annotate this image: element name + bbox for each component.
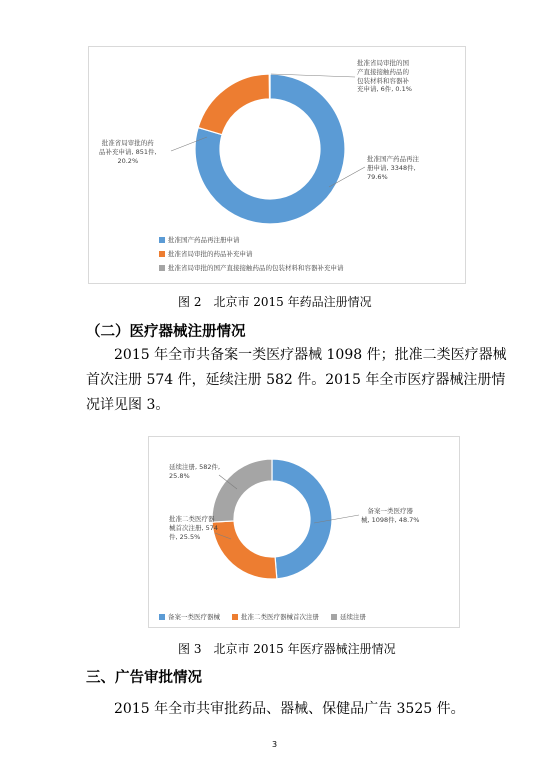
fig3-label-line: 备案一类医疗器: [367, 507, 413, 515]
legend-item: [159, 261, 344, 275]
legend-label: 批准二类医疗器械首次注册: [241, 613, 319, 621]
paragraph-line: 况详见图 3。: [86, 397, 170, 413]
fig2-label-line: 品补充申请, 851件,: [99, 147, 157, 156]
fig2-label-line: 批准省局审批的国: [357, 59, 409, 67]
figure-2-caption: 图 2 北京市 2015 年药品注册情况: [178, 295, 372, 309]
legend-item: [159, 612, 220, 621]
legend-label: 批准国产药品再注册申请: [168, 236, 240, 244]
fig3-label-line: 延续注册, 582件,: [169, 463, 221, 471]
fig2-slice-2: [198, 74, 269, 135]
page-number: 3: [272, 740, 278, 749]
figure-3-chart: [148, 436, 460, 628]
legend-label: 备案一类医疗器械: [168, 613, 220, 621]
paragraph-line: 首次注册 574 件，延续注册 582 件。2015 年全市医疗器械注册情: [86, 372, 506, 388]
legend-swatch: [159, 251, 165, 257]
legend-item: [232, 612, 319, 621]
fig2-label-supplement: [99, 139, 157, 165]
figure-2-chart: [88, 46, 466, 284]
fig3-label-class1: [361, 507, 419, 525]
legend-swatch: [159, 614, 165, 620]
fig2-label-line: 册申请, 3348件,: [367, 163, 416, 172]
fig3-label-line: 械首次注册, 574: [169, 523, 219, 532]
section-heading: 三、广告审批情况: [86, 670, 202, 686]
fig2-legend: [159, 233, 344, 275]
fig2-label-line: 充申请, 6件, 0.1%: [357, 85, 412, 94]
fig3-label-class2-first: [169, 515, 218, 541]
fig2-label-renewal: [367, 155, 419, 181]
legend-swatch: [331, 614, 337, 620]
legend-swatch: [159, 265, 165, 271]
section-heading: （二）医疗器械注册情况: [86, 324, 246, 340]
legend-item: [159, 247, 344, 261]
fig3-slice-1: [272, 459, 332, 579]
fig3-label-line: 械, 1098件, 48.7%: [361, 515, 420, 524]
fig3-label-line: 件, 25.5%: [169, 532, 201, 541]
legend-item: [159, 233, 344, 247]
fig2-label-line: 批准省局审批的药: [101, 139, 154, 147]
legend-swatch: [159, 237, 165, 243]
legend-item: [331, 612, 366, 621]
fig3-slice-3: [212, 459, 272, 522]
fig2-label-line: 产直接接触药品的: [357, 67, 409, 76]
fig3-label-renewal: [169, 463, 220, 481]
fig2-label-line: 批准国产药品再注: [367, 155, 419, 163]
fig3-label-line: 批准二类医疗器: [169, 515, 215, 523]
legend-label: 批准省局审批的国产直接接触药品的包装材料和容器补充申请: [168, 264, 344, 272]
fig2-label-line: 包装材料和容器补: [357, 76, 409, 85]
fig3-label-line: 25.8%: [169, 471, 190, 480]
figure-3-caption: 图 3 北京市 2015 年医疗器械注册情况: [178, 642, 396, 656]
legend-swatch: [232, 614, 238, 620]
paragraph: [86, 343, 507, 418]
paragraph-line: 2015 年全市共备案一类医疗器械 1098 件；批准二类医疗器械: [114, 347, 507, 363]
fig2-slice-3: [269, 74, 270, 99]
fig2-label-line: 20.2%: [117, 156, 139, 165]
paragraph: 2015 年全市共审批药品、器械、保健品广告 3525 件。: [114, 701, 465, 717]
legend-label: 延续注册: [340, 613, 366, 621]
legend-label: 批准省局审批的药品补充申请: [168, 250, 253, 258]
fig2-label-packaging: [357, 59, 412, 94]
fig3-legend: [159, 612, 366, 621]
fig3-slice-2: [212, 521, 277, 579]
fig2-label-line: 79.6%: [367, 172, 388, 181]
